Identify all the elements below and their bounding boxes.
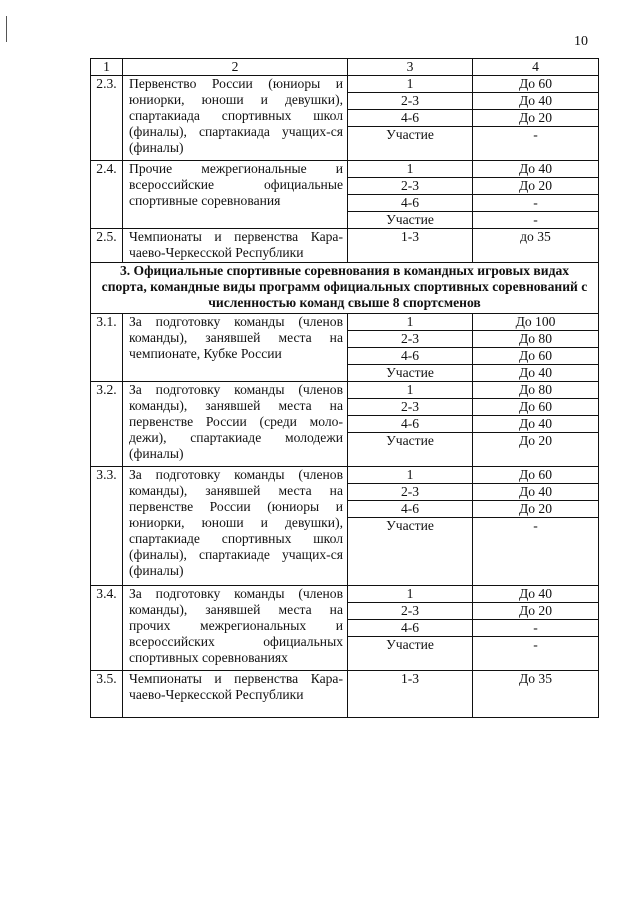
- amount-cell: До 20: [473, 110, 599, 127]
- amount-cell: До 20: [473, 178, 599, 195]
- table-row: [91, 76, 599, 93]
- competition-description: За подготовку команды (членов команды), занявшей места на первенстве России (юниоры и юниорки, юноши и девушки), спартакиаде спортивных школ (финалы), спартакиаде учащих-ся (финалы): [123, 467, 348, 586]
- amount-cell: До 35: [473, 671, 599, 718]
- section-heading-row: [91, 263, 599, 314]
- place-cell: 1-3: [348, 229, 473, 263]
- place-cell: 1: [348, 467, 473, 484]
- amount-cell: -: [473, 195, 599, 212]
- amount-cell: -: [473, 518, 599, 586]
- amount-cell: До 20: [473, 433, 599, 467]
- competition-description: Прочие межрегиональные и всероссийские официальные спортивные соревнования: [123, 161, 348, 229]
- amount-cell: До 40: [473, 484, 599, 501]
- amount-cell: До 60: [473, 467, 599, 484]
- place-cell: 2-3: [348, 93, 473, 110]
- amount-cell: До 20: [473, 501, 599, 518]
- place-cell: Участие: [348, 127, 473, 161]
- place-cell: 4-6: [348, 195, 473, 212]
- table-row: [91, 467, 599, 484]
- amount-cell: -: [473, 620, 599, 637]
- item-number: 3.5.: [91, 671, 123, 718]
- place-cell: 1: [348, 161, 473, 178]
- item-number: 2.4.: [91, 161, 123, 229]
- amount-cell: До 40: [473, 365, 599, 382]
- competition-description: Чемпионаты и первенства Кара-чаево-Черкесской Республики: [123, 671, 348, 718]
- header-col-2: 2: [123, 59, 348, 76]
- amount-cell: До 40: [473, 416, 599, 433]
- item-number: 2.3.: [91, 76, 123, 161]
- item-number: 3.4.: [91, 586, 123, 671]
- place-cell: Участие: [348, 433, 473, 467]
- awards-table: [90, 58, 599, 718]
- amount-cell: До 80: [473, 382, 599, 399]
- place-cell: Участие: [348, 365, 473, 382]
- amount-cell: До 60: [473, 348, 599, 365]
- competition-description: За подготовку команды (членов команды), занявшей места на прочих межрегиональных и всероссийских официальных спортивных соревнованиях: [123, 586, 348, 671]
- amount-cell: До 80: [473, 331, 599, 348]
- amount-cell: -: [473, 127, 599, 161]
- place-cell: 4-6: [348, 620, 473, 637]
- amount-cell: До 40: [473, 161, 599, 178]
- amount-cell: До 40: [473, 586, 599, 603]
- table-row: [91, 161, 599, 178]
- table-header-row: [91, 59, 599, 76]
- place-cell: 1: [348, 314, 473, 331]
- table-row: [91, 229, 599, 263]
- place-cell: Участие: [348, 518, 473, 586]
- competition-description: Первенство России (юниоры и юниорки, юноши и девушки), спартакиада спортивных школ (финалы), спартакиада учащих-ся (финалы): [123, 76, 348, 161]
- header-col-1: 1: [91, 59, 123, 76]
- place-cell: 2-3: [348, 178, 473, 195]
- amount-cell: до 35: [473, 229, 599, 263]
- place-cell: 2-3: [348, 603, 473, 620]
- place-cell: 1: [348, 586, 473, 603]
- scan-edge-mark: [6, 16, 7, 42]
- item-number: 2.5.: [91, 229, 123, 263]
- place-cell: 4-6: [348, 501, 473, 518]
- header-col-3: 3: [348, 59, 473, 76]
- place-cell: 2-3: [348, 331, 473, 348]
- amount-cell: До 40: [473, 93, 599, 110]
- item-number: 3.2.: [91, 382, 123, 467]
- amount-cell: До 20: [473, 603, 599, 620]
- competition-description: Чемпионаты и первенства Кара-чаево-Черкесской Республики: [123, 229, 348, 263]
- amount-cell: -: [473, 212, 599, 229]
- place-cell: 2-3: [348, 399, 473, 416]
- table-row: [91, 382, 599, 399]
- place-cell: 4-6: [348, 110, 473, 127]
- item-number: 3.3.: [91, 467, 123, 586]
- place-cell: 1: [348, 76, 473, 93]
- amount-cell: До 100: [473, 314, 599, 331]
- table-row: [91, 314, 599, 331]
- competition-description: За подготовку команды (членов команды), занявшей места на чемпионате, Кубке России: [123, 314, 348, 382]
- place-cell: Участие: [348, 212, 473, 229]
- place-cell: 2-3: [348, 484, 473, 501]
- table-row: [91, 671, 599, 718]
- place-cell: 1: [348, 382, 473, 399]
- item-number: 3.1.: [91, 314, 123, 382]
- page-number: 10: [574, 34, 588, 49]
- amount-cell: До 60: [473, 76, 599, 93]
- place-cell: 4-6: [348, 348, 473, 365]
- place-cell: 1-3: [348, 671, 473, 718]
- place-cell: Участие: [348, 637, 473, 671]
- table-row: [91, 586, 599, 603]
- amount-cell: -: [473, 637, 599, 671]
- section-heading: 3. Официальные спортивные соревнования в командных игровых видах спорта, командные виды программ официальных спортивных соревнований с численностью команд свыше 8 спортсменов: [91, 263, 599, 314]
- place-cell: 4-6: [348, 416, 473, 433]
- header-col-4: 4: [473, 59, 599, 76]
- competition-description: За подготовку команды (членов команды), занявшей места на первенстве России (среди моло-дежи), спартакиаде молодежи (финалы): [123, 382, 348, 467]
- amount-cell: До 60: [473, 399, 599, 416]
